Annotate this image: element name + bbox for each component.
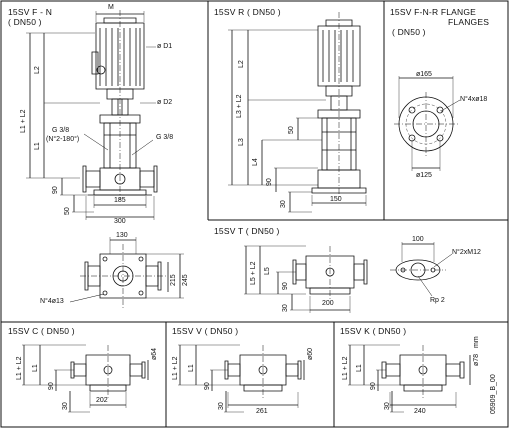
dim-261: 261	[256, 408, 268, 415]
dim-30-v: 30	[218, 402, 225, 410]
label-g38-note: (N°2-180°)	[46, 136, 80, 143]
pump-fn-base-plan	[70, 237, 184, 308]
dim-l2: L2	[34, 66, 41, 74]
dim-90-c: 90	[48, 382, 55, 390]
dim-l3-plus-l2: L3 + L2	[236, 94, 243, 118]
dim-300: 300	[114, 218, 126, 225]
dim-165: ø165	[416, 71, 432, 78]
dim-90-r: 90	[266, 178, 273, 186]
dim-50-fn: 50	[64, 207, 71, 215]
pump-v-elevation	[178, 345, 304, 412]
dim-50-r: 50	[288, 126, 295, 134]
pump-fn-elevation	[26, 10, 157, 220]
panel-k-title: 15SV K ( DN50 )	[340, 326, 407, 336]
dim-l1-k: L1	[356, 364, 363, 372]
dim-l1-v: L1	[188, 364, 195, 372]
panel-c-title: 15SV C ( DN50 )	[8, 326, 75, 336]
dim-l1: L1	[34, 142, 41, 150]
dim-30-r: 30	[280, 200, 287, 208]
oval-flange-detail	[390, 242, 452, 296]
drawing-code: 05909_B_00	[490, 374, 497, 414]
dim-d1: ø D1	[157, 43, 173, 50]
dim-l1-plus-l2-k: L1 + L2	[342, 356, 349, 380]
dim-90-k: 90	[370, 382, 377, 390]
panel-fnr-subtitle: ( DN50 )	[392, 27, 426, 37]
dim-d2: ø D2	[157, 99, 173, 106]
dim-l1-c: L1	[32, 364, 39, 372]
dim-90-v: 90	[204, 382, 211, 390]
dim-victaulic-unit: mm	[473, 336, 480, 348]
panel-r-title: 15SV R ( DN50 )	[214, 7, 281, 17]
dim-l1-plus-l2-v: L1 + L2	[172, 356, 179, 380]
label-base-holes: N°4ø13	[40, 298, 64, 305]
pump-c-elevation	[22, 345, 148, 412]
dim-202: 202	[96, 397, 108, 404]
pump-k-elevation	[348, 345, 470, 412]
label-g38-right: G 3/8	[156, 134, 174, 141]
pump-t-elevation	[244, 246, 367, 313]
panel-fnr-title2: FLANGES	[448, 17, 490, 27]
dim-215: 215	[170, 274, 177, 286]
dim-l3: L3	[238, 138, 245, 146]
dim-90-t: 90	[282, 282, 289, 290]
dim-100: 100	[412, 236, 424, 243]
dim-90-fn: 90	[52, 186, 59, 194]
flange-detail	[394, 76, 460, 171]
dim-m: M	[108, 4, 114, 11]
dim-victaulic: ø78	[473, 353, 480, 366]
dim-240: 240	[414, 408, 426, 415]
dim-l1-plus-l2: L1 + L2	[20, 109, 27, 133]
panel-fn-subtitle: ( DN50 )	[8, 17, 42, 27]
label-flange-holes: N°4xø18	[460, 96, 488, 103]
dim-l5-plus-l2: L5 + L2	[250, 261, 257, 285]
panel-frames	[1, 1, 508, 427]
panel-fnr-title: 15SV F-N-R FLANGE	[390, 7, 477, 17]
label-g38-left: G 3/8	[52, 127, 70, 134]
dim-30-c: 30	[62, 402, 69, 410]
dim-130: 130	[116, 232, 128, 239]
dim-60: ø60	[307, 347, 314, 360]
dim-200: 200	[322, 300, 334, 307]
dim-30-t: 30	[282, 304, 289, 312]
dim-245: 245	[182, 274, 189, 286]
label-rp2: Rp 2	[430, 297, 445, 304]
panel-fn-title: 15SV F - N	[8, 7, 53, 17]
pump-r-elevation	[228, 12, 366, 212]
panel-v-title: 15SV V ( DN50 )	[172, 326, 239, 336]
label-m12: N°2xM12	[452, 249, 481, 256]
dim-125: ø125	[416, 172, 432, 179]
dim-l4: L4	[252, 158, 259, 166]
dim-150: 150	[330, 196, 342, 203]
dim-30-k: 30	[384, 402, 391, 410]
dim-l2-r: L2	[238, 60, 245, 68]
panel-t-title: 15SV T ( DN50 )	[214, 226, 280, 236]
dim-l5: L5	[264, 267, 271, 275]
dim-64: ø64	[151, 347, 158, 360]
dim-l1-plus-l2-c: L1 + L2	[16, 356, 23, 380]
dim-185: 185	[114, 197, 126, 204]
